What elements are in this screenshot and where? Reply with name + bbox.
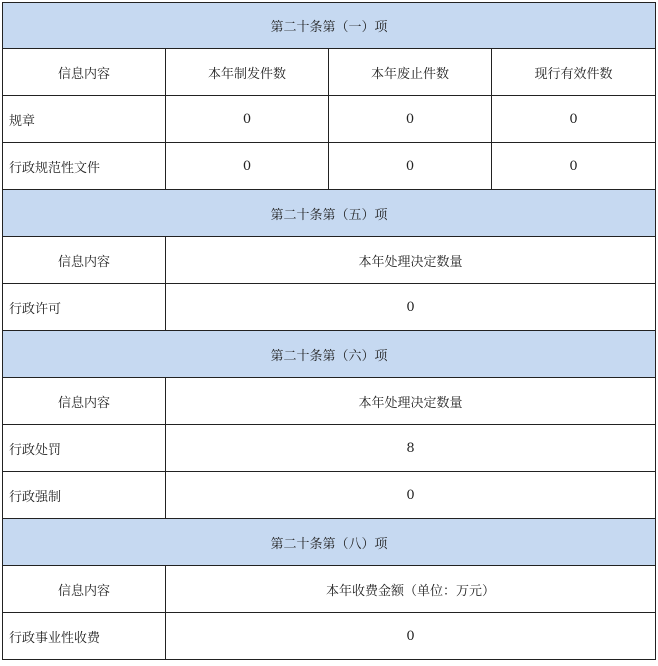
row-label: 行政处罚 xyxy=(3,425,166,472)
section-title: 第二十条第（八）项 xyxy=(3,519,656,566)
disclosure-table xyxy=(2,2,656,660)
column-header-row xyxy=(3,49,656,96)
column-header: 信息内容 xyxy=(3,237,166,284)
table-row xyxy=(3,472,656,519)
section-title: 第二十条第（一）项 xyxy=(3,3,656,49)
table-row xyxy=(3,96,656,143)
column-header: 本年废止件数 xyxy=(329,49,492,96)
cell-value: 0 xyxy=(166,613,656,660)
section-title: 第二十条第（五）项 xyxy=(3,190,656,237)
column-header: 现行有效件数 xyxy=(492,49,656,96)
row-label: 行政事业性收费 xyxy=(3,613,166,660)
row-label: 规章 xyxy=(3,96,166,143)
row-label: 行政规范性文件 xyxy=(3,143,166,190)
section-title-row xyxy=(3,3,656,49)
column-header: 本年处理决定数量 xyxy=(166,378,656,425)
column-header: 本年制发件数 xyxy=(166,49,329,96)
table-row xyxy=(3,425,656,472)
column-header: 信息内容 xyxy=(3,378,166,425)
column-header: 信息内容 xyxy=(3,566,166,613)
cell-value: 0 xyxy=(166,96,329,143)
table-row xyxy=(3,613,656,660)
cell-value: 0 xyxy=(166,284,656,331)
column-header: 本年收费金额（单位：万元） xyxy=(166,566,656,613)
cell-value: 0 xyxy=(329,96,492,143)
cell-value: 8 xyxy=(166,425,656,472)
cell-value: 0 xyxy=(492,96,656,143)
cell-value: 0 xyxy=(329,143,492,190)
section-title: 第二十条第（六）项 xyxy=(3,331,656,378)
row-label: 行政许可 xyxy=(3,284,166,331)
cell-value: 0 xyxy=(166,472,656,519)
column-header-row xyxy=(3,378,656,425)
column-header-row xyxy=(3,566,656,613)
table-row xyxy=(3,284,656,331)
section-title-row xyxy=(3,519,656,566)
column-header: 信息内容 xyxy=(3,49,166,96)
cell-value: 0 xyxy=(492,143,656,190)
row-label: 行政强制 xyxy=(3,472,166,519)
cell-value: 0 xyxy=(166,143,329,190)
section-title-row xyxy=(3,190,656,237)
column-header: 本年处理决定数量 xyxy=(166,237,656,284)
section-title-row xyxy=(3,331,656,378)
table-row xyxy=(3,143,656,190)
column-header-row xyxy=(3,237,656,284)
